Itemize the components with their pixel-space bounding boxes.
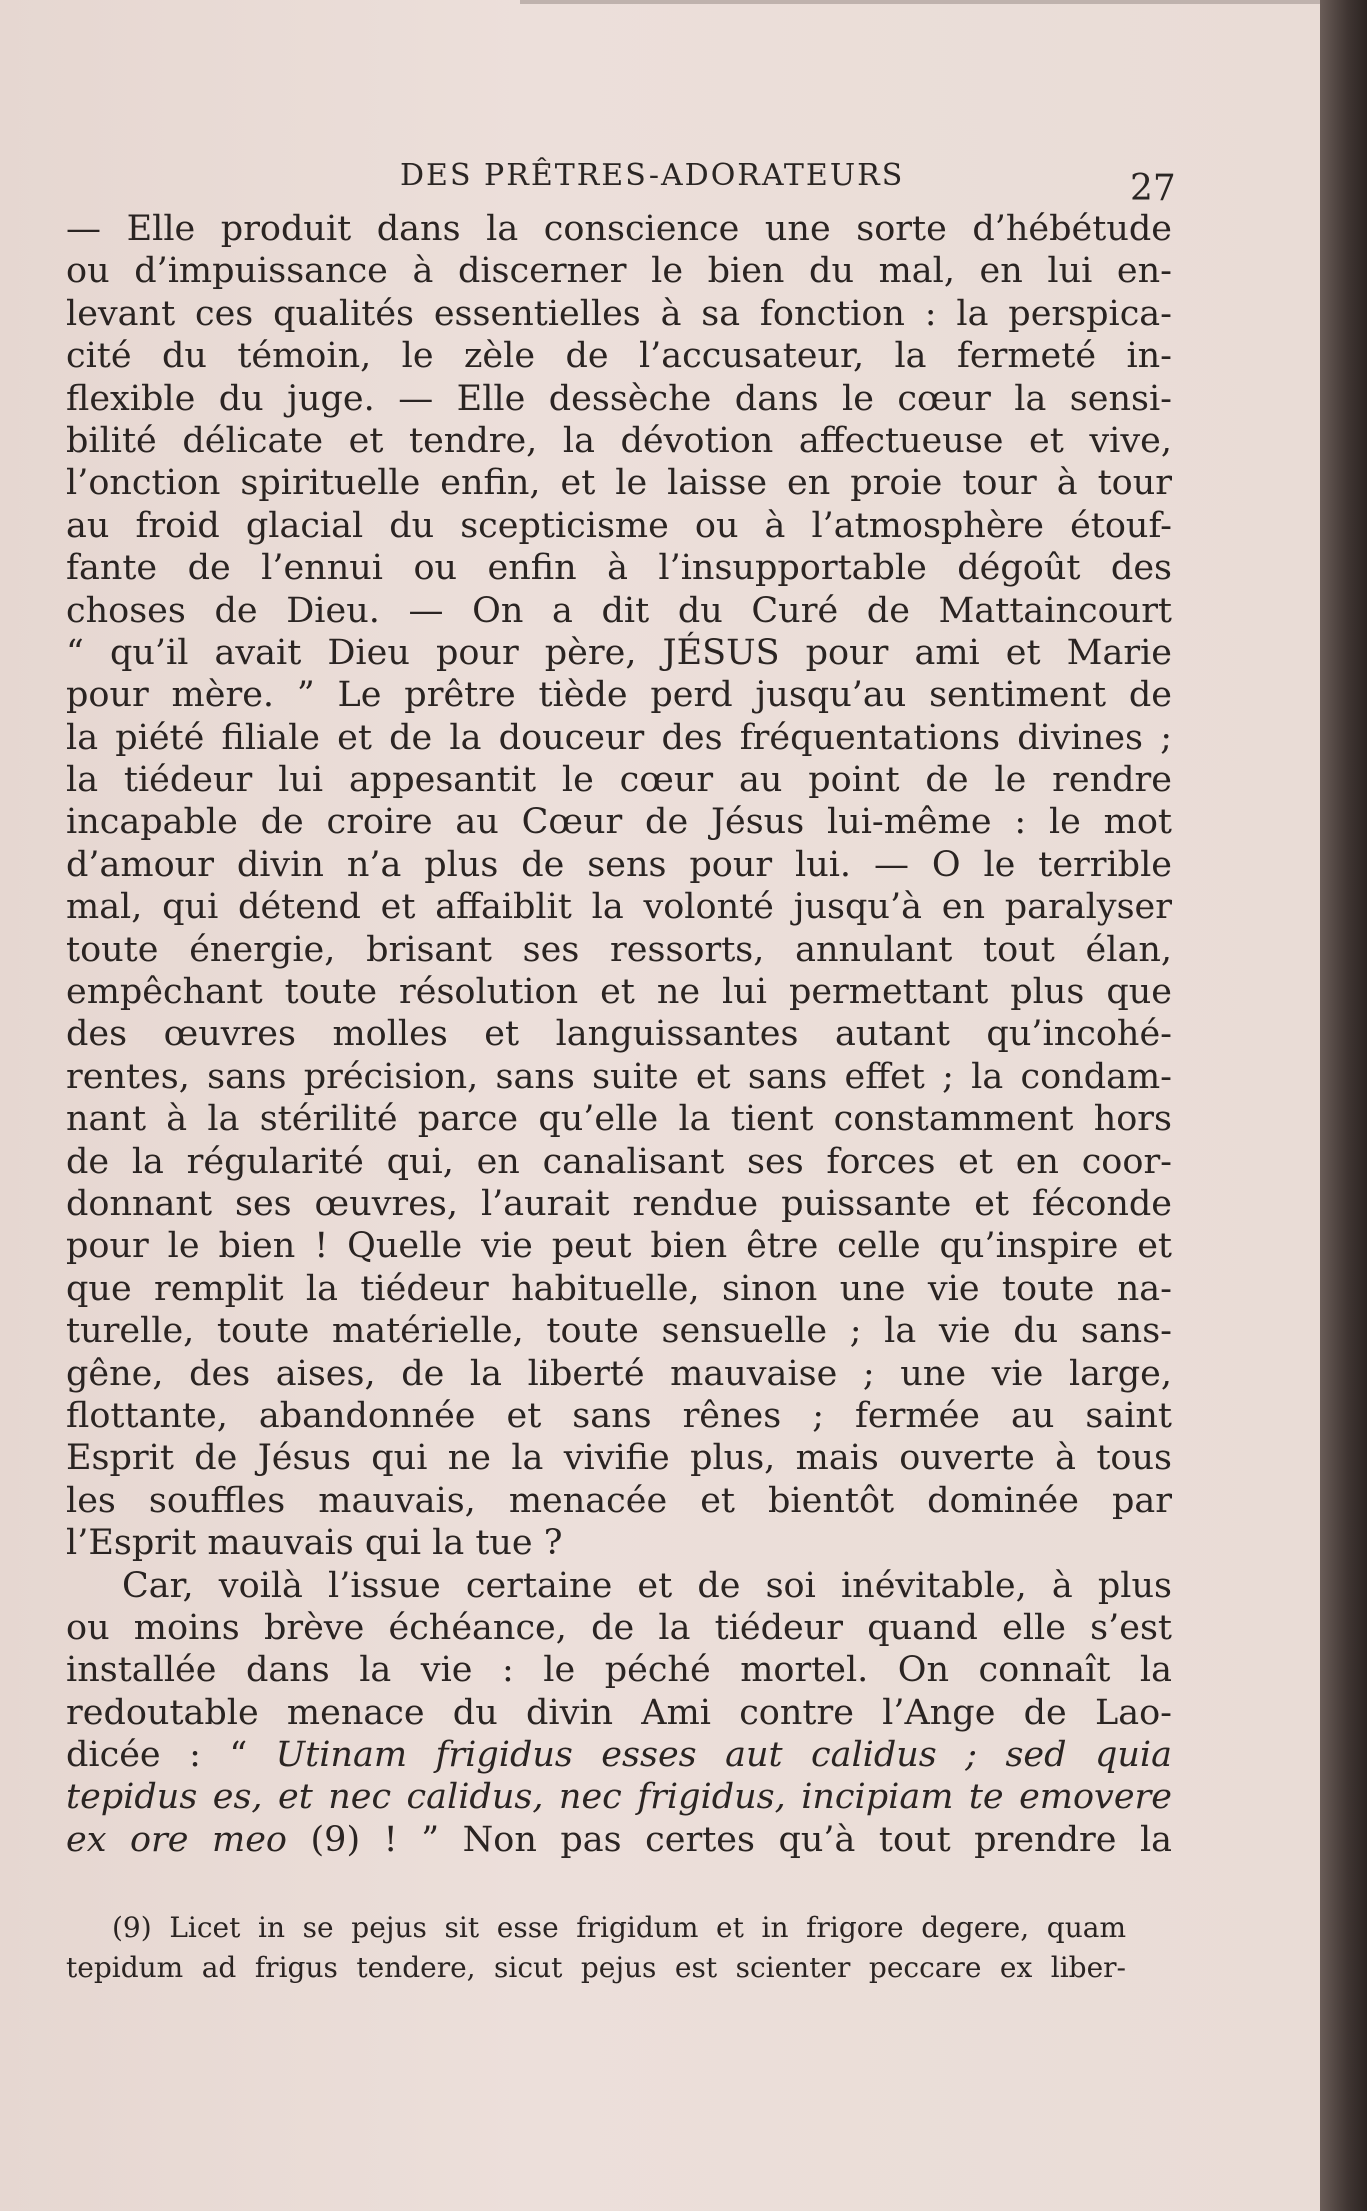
book-gutter-shadow (1320, 0, 1367, 2211)
text-line: turelle, toute matérielle, toute sensuelle ; la vie du sans- (66, 1311, 1172, 1352)
text-line: installée dans la vie : le péché mortel. On connaît la (66, 1650, 1172, 1691)
text-line: l’Esprit mauvais qui la tue ? (66, 1523, 563, 1564)
text-line: redoutable menace du divin Ami contre l’Ange de Lao- (66, 1692, 1172, 1733)
text-line: incapable de croire au Cœur de Jésus lui-même : le mot (66, 802, 1172, 843)
text-line: Esprit de Jésus qui ne la vivifie plus, mais ouverte à tous (66, 1438, 1172, 1479)
text-line (66, 1734, 1172, 1776)
latin-quote: Utinam frigidus esses aut calidus ; sed quia (275, 1735, 1172, 1776)
text-line: — Elle produit dans la conscience une sorte d’hébétude (66, 209, 1172, 249)
page-number: 27 (1130, 168, 1176, 209)
text-line: les souffles mauvais, menacée et bientôt dominée par (66, 1480, 1172, 1521)
text-line: bilité délicate et tendre, la dévotion affectueuse et vive, (66, 420, 1172, 461)
text-line: la piété filiale et de la douceur des fréquentations divines ; (66, 717, 1172, 758)
text-line: d’amour divin n’a plus de sens pour lui. — O le terrible (66, 844, 1172, 885)
footnotes (66, 1908, 1126, 1988)
quote-lead: dicée : “ (66, 1735, 276, 1776)
page-top-edge (520, 0, 1320, 4)
text-line: la tiédeur lui appesantit le cœur au point de le rendre (66, 760, 1172, 801)
text-line: de la régularité qui, en canalisant ses forces et en coor- (66, 1141, 1172, 1182)
latin-quote: ex ore meo (66, 1819, 287, 1860)
text-line: l’onction spirituelle enfin, et le laisse en proie tour à tour (66, 463, 1172, 504)
text-line: pour mère. ” Le prêtre tiède perd jusqu’au sentiment de (66, 675, 1172, 716)
text-line: fante de l’ennui ou enfin à l’insupportable dégoût des (66, 548, 1172, 589)
text-line: pour le bien ! Quelle vie peut bien être celle qu’inspire et (66, 1226, 1172, 1267)
running-head: DES PRÊTRES-ADORATEURS (400, 158, 905, 193)
text-line: flexible du juge. — Elle dessèche dans le cœur la sensi- (66, 378, 1172, 419)
text-line: Car, voilà l’issue certaine et de soi inévitable, à plus (122, 1565, 1172, 1606)
text-line: rentes, sans précision, sans suite et sans effet ; la condam- (66, 1056, 1172, 1097)
footnote-line: tepidum ad frigus tendere, sicut pejus est scienter peccare ex liber- (66, 1951, 1126, 1984)
text-line: au froid glacial du scepticisme ou à l’atmosphère étouf- (66, 505, 1172, 546)
text-line: ou d’impuissance à discerner le bien du mal, en lui en- (66, 251, 1172, 292)
text-line: toute énergie, brisant ses ressorts, annulant tout élan, (66, 929, 1172, 970)
text-line: levant ces qualités essentielles à sa fonction : la perspica- (66, 293, 1172, 334)
text-line: des œuvres molles et languissantes autant qu’incohé- (66, 1014, 1172, 1055)
footnote-line: (9) Licet in se pejus sit esse frigidum et in frigore degere, quam (112, 1911, 1126, 1944)
text-line: donnant ses œuvres, l’aurait rendue puissante et féconde (66, 1183, 1172, 1224)
text-line: ou moins brève échéance, de la tiédeur quand elle s’est (66, 1607, 1172, 1648)
text-line: flottante, abandonnée et sans rênes ; fermée au saint (66, 1395, 1172, 1436)
text-line: choses de Dieu. — On a dit du Curé de Mattaincourt (66, 590, 1172, 631)
text-line: que remplit la tiédeur habituelle, sinon une vie toute na- (66, 1268, 1172, 1309)
text-line: cité du témoin, le zèle de l’accusateur, la fermeté in- (66, 336, 1172, 377)
text-line: nant à la stérilité parce qu’elle la tient constamment hors (66, 1099, 1172, 1140)
text-line: “ qu’il avait Dieu pour père, JÉSUS pour ami et Marie (66, 632, 1172, 673)
text-fragment: (9) ! ” Non pas certes qu’à tout prendre la (287, 1819, 1172, 1860)
body-text (66, 208, 1172, 1861)
text-line: mal, qui détend et affaiblit la volonté jusqu’à en paralyser (66, 887, 1172, 928)
text-line: gêne, des aises, de la liberté mauvaise ; une vie large, (66, 1353, 1172, 1394)
text-line (66, 1819, 1172, 1861)
text-line: empêchant toute résolution et ne lui permettant plus que (66, 972, 1172, 1013)
text-line: tepidus es, et nec calidus, nec frigidus, incipiam te emovere (66, 1777, 1172, 1818)
